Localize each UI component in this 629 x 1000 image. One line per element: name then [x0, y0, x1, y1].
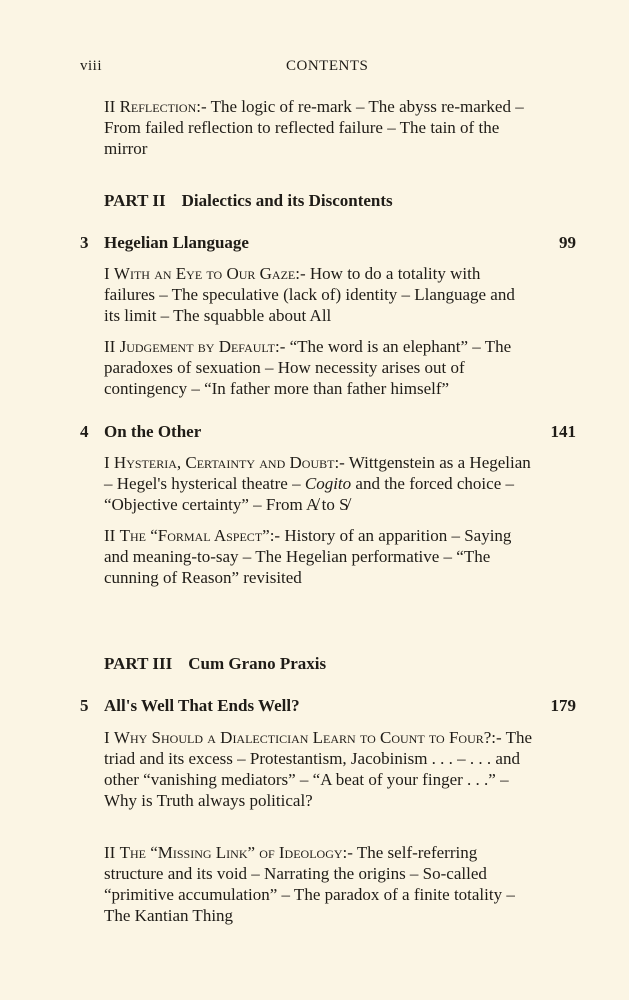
- section-text: The self-referring structure and its void – Narrating the origins – So-called “primitive accumulation” – The paradox of a finite totality – The Kantian Thing: [104, 843, 515, 925]
- chapter-page: 99: [559, 233, 576, 252]
- section-numeral: II: [104, 337, 116, 356]
- section-heading: Reflection:-: [119, 97, 207, 116]
- section-numeral: II: [104, 843, 116, 862]
- section-numeral: II: [104, 526, 116, 545]
- section-text: to: [317, 495, 340, 514]
- part-title: Dialectics and its Discontents: [181, 191, 393, 210]
- section-text: The logic of re-mark – The abyss re-marked – From failed reflection to reflected failure – The tain of the mirror: [104, 97, 524, 158]
- section-numeral: II: [104, 97, 116, 116]
- entry-ch5-s2: [104, 842, 534, 926]
- section-heading: Judgement by Default:-: [119, 337, 286, 356]
- section-heading: Why Should a Dialectician Learn to Count to Four?:-: [113, 728, 502, 747]
- part-heading-3: [104, 654, 326, 674]
- entry-ch4-s1: [104, 452, 534, 515]
- section-heading: The “Formal Aspect”:-: [119, 526, 281, 545]
- page-folio: viii: [80, 58, 103, 74]
- entry-ch5-s1: [104, 727, 534, 811]
- chapter-number: 5: [80, 696, 89, 715]
- section-heading: The “Missing Link” of Ideology:-: [119, 843, 353, 862]
- part-heading-2: [104, 191, 393, 211]
- entry-ch3-s2: [104, 336, 534, 399]
- part-label: PART III: [104, 654, 173, 673]
- section-text: and the forced choice – “Objective certainty” – From: [104, 474, 514, 514]
- chapter-number: 3: [80, 233, 89, 252]
- chapter-title: All's Well That Ends Well?: [104, 696, 300, 715]
- section-text: Wittgenstein as a Hegelian – Hegel's hysterical theatre –: [104, 453, 531, 493]
- chapter-title: On the Other: [104, 422, 202, 441]
- section-text: How to do a totality with failures – The speculative (lack of) identity – Llanguage and its limit – The squabble about All: [104, 264, 515, 325]
- chapter-page: 179: [550, 696, 576, 715]
- section-heading: With an Eye to Our Gaze:-: [113, 264, 306, 283]
- section-numeral: I: [104, 264, 110, 283]
- section-text: The triad and its excess – Protestantism, Jacobinism . . . – . . . and other “vanishing mediators” – “A beat of your finger . . .” – Why is Truth always political?: [104, 728, 533, 810]
- entry-ch3-s1: [104, 263, 534, 326]
- chapter-title: Hegelian Llanguage: [104, 233, 249, 252]
- part-title: Cum Grano Praxis: [188, 654, 327, 673]
- section-text: “The word is an elephant” – The paradoxes of sexuation – How necessity arises out of contingency – “In father more than father himself”: [104, 337, 512, 398]
- section-heading: Hysteria, Certainty and Doubt:-: [113, 453, 345, 472]
- chapter-number: 4: [80, 422, 89, 441]
- chapter-page: 141: [550, 422, 576, 441]
- barred-a-symbol: A̸: [306, 495, 318, 514]
- barred-s-symbol: S̸: [339, 495, 349, 514]
- cogito-term: Cogito: [304, 474, 352, 493]
- section-numeral: I: [104, 453, 110, 472]
- entry-reflection: [104, 96, 534, 159]
- running-head-title: CONTENTS: [286, 58, 369, 74]
- section-text: History of an apparition – Saying and meaning-to-say – The Hegelian performative – “The cunning of Reason” revisited: [104, 526, 512, 587]
- part-label: PART II: [104, 191, 166, 210]
- entry-ch4-s2: [104, 525, 534, 588]
- section-numeral: I: [104, 728, 110, 747]
